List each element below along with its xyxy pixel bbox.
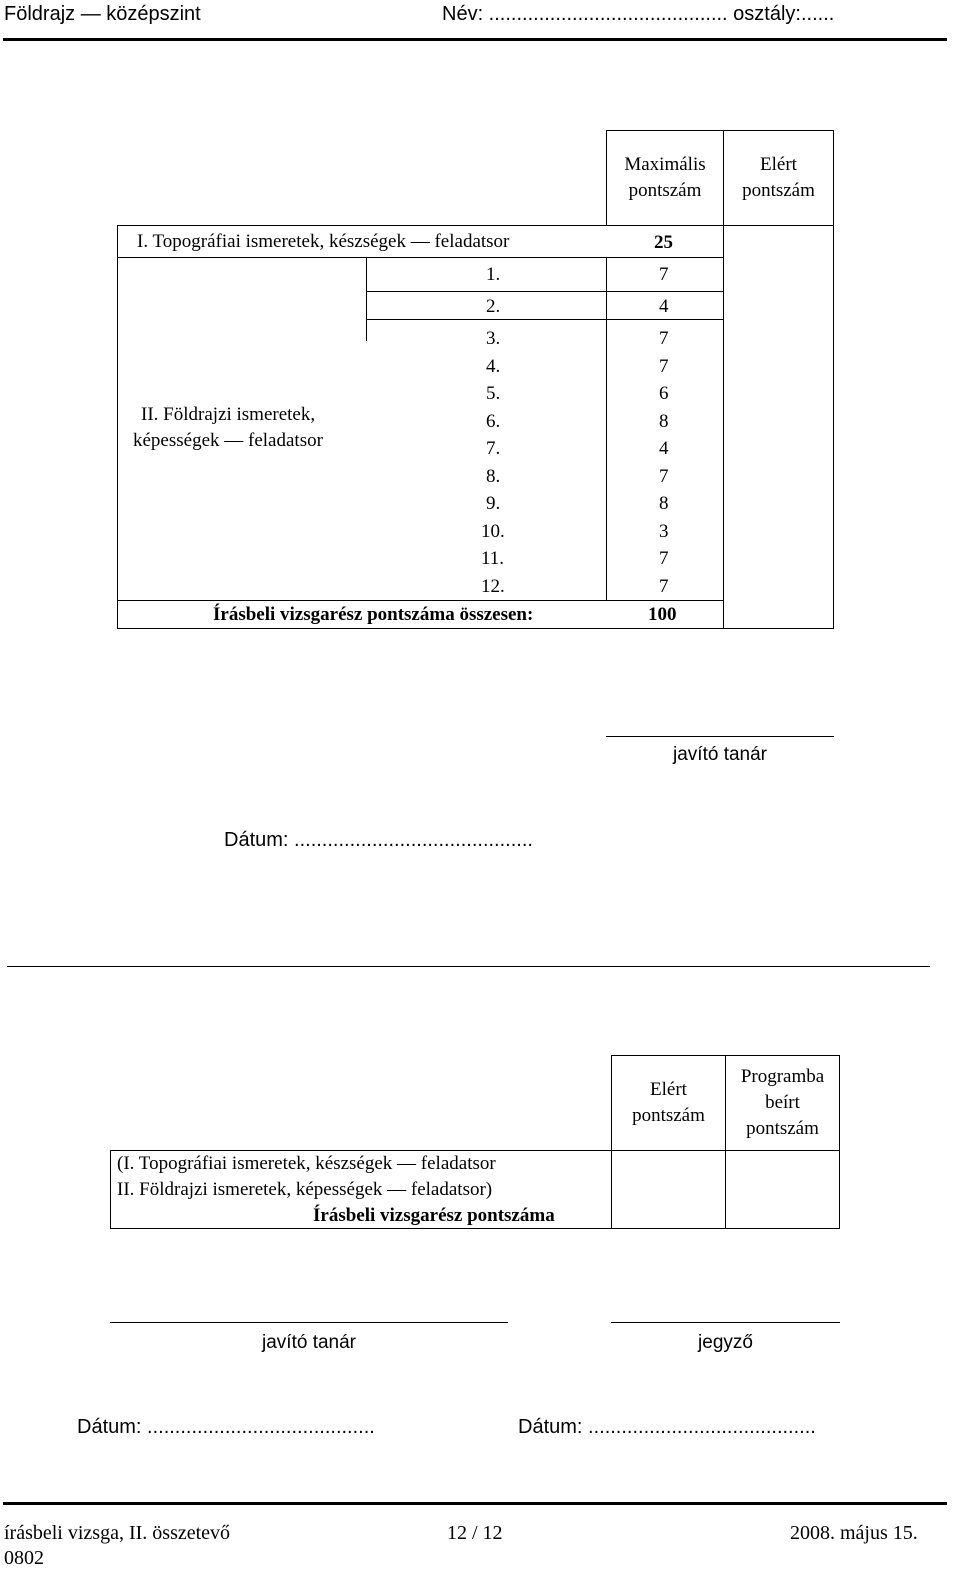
task-max: 4 [659, 438, 669, 459]
task-max: 8 [659, 493, 669, 514]
max-column-divider [606, 257, 607, 600]
signature-label-text: javító tanár [673, 744, 767, 765]
footer-code: 0802 [4, 1547, 44, 1569]
signature-label-teacher-2: javító tanár [262, 1332, 356, 1353]
section2-label-l2: képességek — feladatsor [133, 430, 323, 451]
total-label: Írásbeli vizsgarész pontszáma összesen: [213, 604, 534, 625]
task-number: 4. [486, 356, 501, 377]
signature-line-notary [611, 1322, 840, 1323]
footer-exam-type: írásbeli vizsga, II. összetevő [4, 1522, 231, 1544]
date-field-teacher[interactable]: Dátum: ......................................... [77, 1416, 375, 1438]
task-max: 6 [659, 383, 669, 404]
signature-line-teacher [110, 1322, 508, 1323]
date-field-notary[interactable]: Dátum: ......................................... [518, 1416, 816, 1438]
task-max: 8 [659, 411, 669, 432]
max-score-header-l1: Maximális [624, 154, 706, 175]
task-number: 5. [486, 383, 501, 404]
achieved-header-l1: Elért [650, 1079, 687, 1100]
task-number: 9. [486, 493, 501, 514]
section1-max: 25 [654, 232, 673, 253]
task-number: 11. [481, 548, 505, 569]
achieved-score-header-l2: pontszám [742, 180, 815, 201]
achieved-header-l2: pontszám [632, 1105, 705, 1126]
signature-line [606, 736, 834, 737]
total-row-divider [117, 600, 724, 601]
task-max: 3 [659, 521, 669, 542]
section2-label-l1: II. Földrajzi ismeretek, [141, 404, 316, 425]
summary-label-l2: II. Földrajzi ismeretek, képességek — feladatsor) [117, 1179, 493, 1200]
date-field[interactable]: Dátum: ........................................... [224, 829, 533, 851]
achieved-value-cell[interactable] [611, 1150, 726, 1229]
task-column-divider-top [366, 257, 367, 341]
task-max: 4 [659, 296, 669, 317]
program-header-l2: beírt [765, 1092, 800, 1113]
task-max: 7 [659, 576, 669, 597]
task-number: 12. [481, 576, 505, 597]
task-number: 2. [486, 296, 501, 317]
task-max: 7 [659, 356, 669, 377]
header-name-field: Név: ........................................... osztály:...... [442, 3, 835, 25]
task-number: 8. [486, 466, 501, 487]
program-header-l3: pontszám [746, 1118, 819, 1139]
task-max: 7 [659, 466, 669, 487]
task-number: 1. [486, 264, 501, 285]
achieved-score-body-cell[interactable] [723, 225, 834, 629]
section1-label: I. Topográfiai ismeretek, készségek — feladatsor [137, 231, 510, 252]
task-max: 7 [659, 264, 669, 285]
summary-label-l1: (I. Topográfiai ismeretek, készségek — feladatsor [117, 1153, 496, 1174]
task-number: 10. [481, 521, 505, 542]
section-divider [7, 966, 930, 967]
row-divider [366, 319, 724, 320]
task-number: 7. [486, 438, 501, 459]
task-number: 6. [486, 411, 501, 432]
header-subject: Földrajz — középszint [4, 3, 201, 25]
max-score-header-l2: pontszám [628, 180, 702, 201]
row-divider [366, 291, 724, 292]
footer-rule [3, 1502, 947, 1505]
footer-date: 2008. május 15. [790, 1522, 918, 1544]
header-rule [3, 38, 947, 41]
task-number: 3. [486, 328, 501, 349]
signature-label-notary: jegyző [698, 1332, 753, 1353]
task-max: 7 [659, 548, 669, 569]
summary-label-l3: Írásbeli vizsgarész pontszáma [313, 1205, 555, 1226]
task-max: 7 [659, 328, 669, 349]
achieved-score-header-l1: Elért [760, 154, 797, 175]
program-header-l1: Programba [740, 1066, 825, 1087]
signature-label-teacher [606, 742, 834, 768]
footer-page-number: 12 / 12 [447, 1522, 503, 1544]
program-value-cell[interactable] [725, 1150, 840, 1229]
total-max: 100 [648, 604, 677, 625]
